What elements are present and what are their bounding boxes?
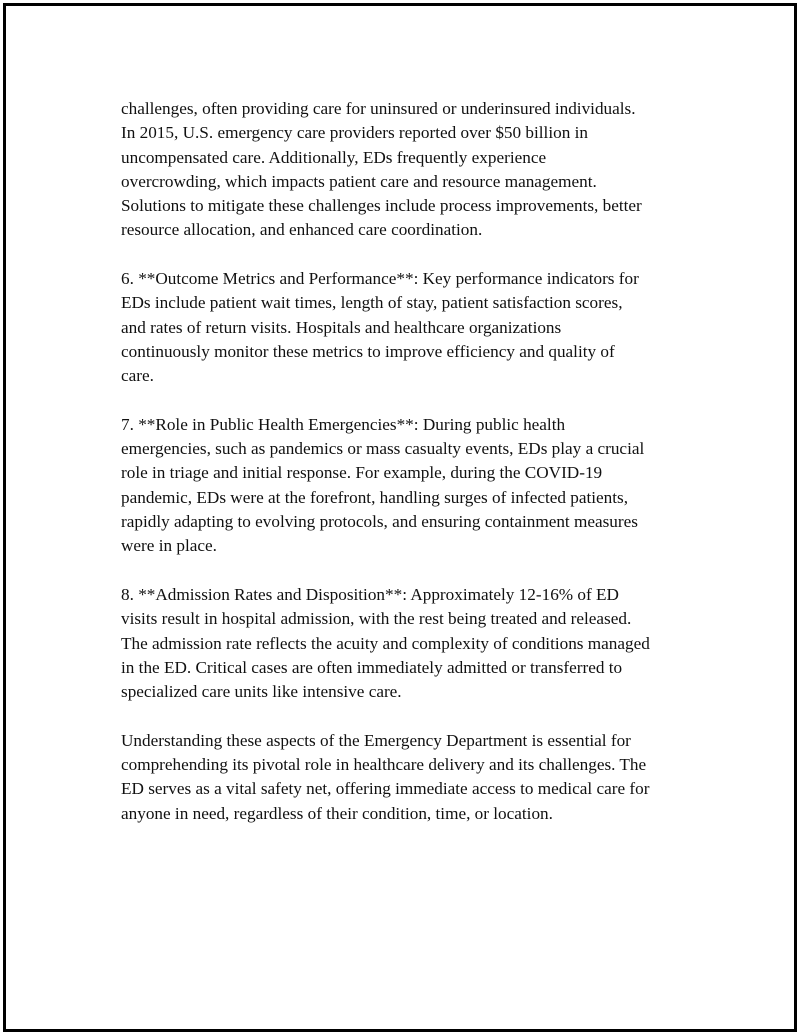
paragraph-public-health-emergencies: 7. **Role in Public Health Emergencies**: During public health emergencies, such as pandemics or mass casualty events, EDs play a crucial role in triage and initial response. For example, during the COVID-19 pandemic, EDs were at the forefront, handling surges of infected patients, rapidly adapting to evolving protocols, and ensuring containment measures were in place. <box>121 414 645 556</box>
paragraph-admission-rates: 8. **Admission Rates and Disposition**: Approximately 12-16% of ED visits result in hospital admission, with the rest being treated and released. The admission rate reflects the acuity and complexity of conditions managed in the ED. Critical cases are often immediately admitted or transferred to specialized care units like intensive care. <box>121 584 650 702</box>
document-page <box>3 3 797 1032</box>
paragraph-challenges-continued: challenges, often providing care for uninsured or underinsured individuals. In 2015, U.S. emergency care providers reported over $50 billion in uncompensated care. Additionally, EDs frequently experience overcrowding, which impacts patient care and resource management. Solutions to mitigate these challenges include process improvements, better resource allocation, and enhanced care coordination. <box>121 99 642 240</box>
paragraph-conclusion: Understanding these aspects of the Emergency Department is essential for comprehending its pivotal role in healthcare delivery and its challenges. The ED serves as a vital safety net, offering immediate access to medical care for anyone in need, regardless of their condition, time, or location. <box>121 730 650 823</box>
document-body <box>121 97 701 850</box>
paragraph-outcome-metrics: 6. **Outcome Metrics and Performance**: Key performance indicators for EDs include patient wait times, length of stay, patient satisfaction scores, and rates of return visits. Hospitals and healthcare organizations continuously monitor these metrics to improve efficiency and quality of care. <box>121 269 639 386</box>
